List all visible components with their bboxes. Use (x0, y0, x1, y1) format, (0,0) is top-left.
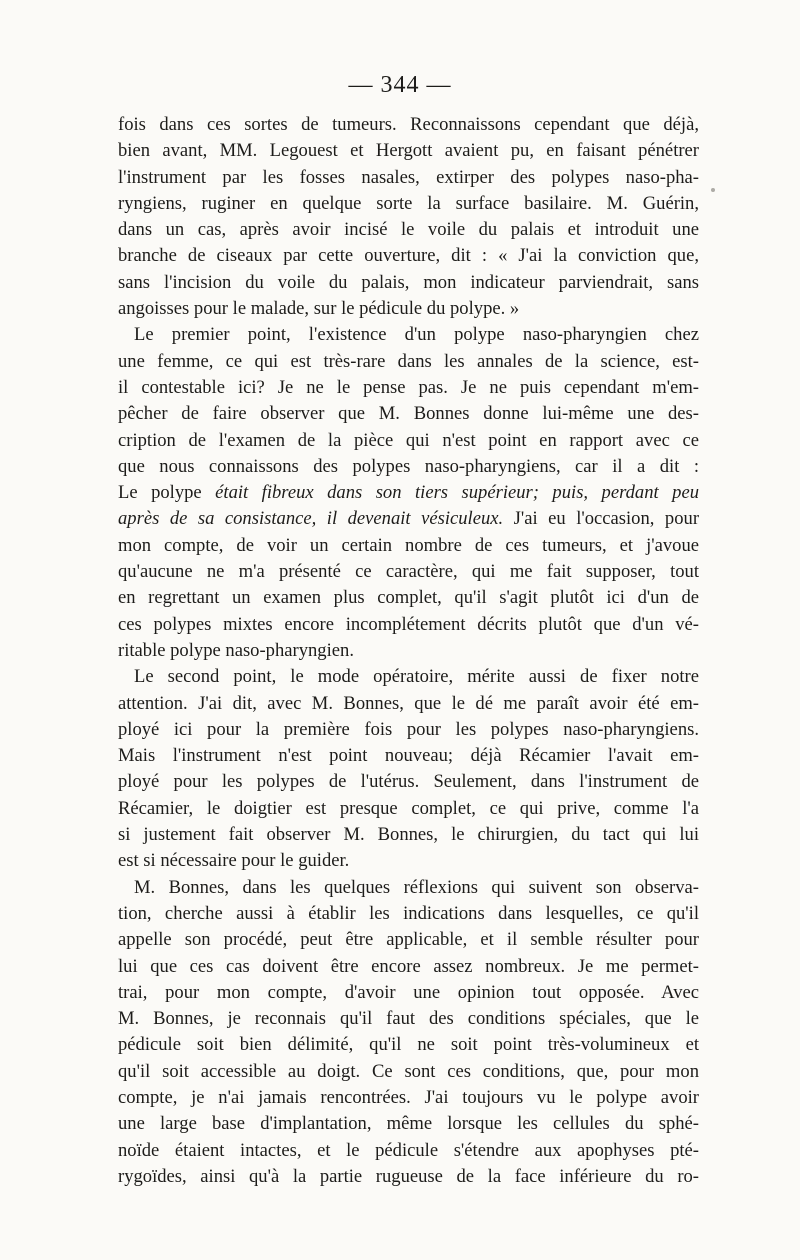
text-line: noïde étaient intactes, et le pédicule s'étendre aux apophyses pté- (118, 1139, 699, 1161)
text-line: mon compte, de voir un certain nombre de ces tumeurs, et j'avoue (118, 534, 699, 556)
text-line: ployé ici pour la première fois pour les polypes naso-pharyngiens. (118, 718, 699, 740)
text-line: qu'il soit accessible au doigt. Ce sont ces conditions, que, pour mon (118, 1060, 699, 1082)
text-line: M. Bonnes, je reconnais qu'il faut des conditions spéciales, que le (118, 1008, 699, 1030)
mixed-text-line (118, 480, 699, 506)
text-line: ryngiens, ruginer en quelque sorte la surface basilaire. M. Guérin, (118, 192, 699, 214)
text-line: attention. J'ai dit, avec M. Bonnes, que le dé me paraît avoir été em- (118, 692, 699, 714)
text-line: une femme, ce qui est très-rare dans les annales de la science, est- (118, 350, 699, 372)
text-line: tion, cherche aussi à établir les indications dans lesquelles, ce qu'il (118, 902, 699, 924)
text-line: dans un cas, après avoir incisé le voile du palais et introduit une (118, 219, 699, 241)
text-line: que nous connaissons des polypes naso-pharyngiens, car il a dit : (118, 455, 699, 477)
text-line: appelle son procédé, peut être applicable, et il semble résulter pour (118, 929, 699, 951)
text-line: qu'aucune ne m'a présenté ce caractère, qui me fait supposer, tout (118, 561, 699, 583)
text-line: il contestable ici? Je ne le pense pas. Je ne puis cependant m'em- (118, 376, 699, 398)
text-line: pédicule soit bien délimité, qu'il ne soit point très-volumineux et (118, 1034, 699, 1056)
text-line: est si nécessaire pour le guider. (118, 850, 350, 872)
mixed-text-line (118, 506, 699, 532)
text-line: pêcher de faire observer que M. Bonnes donne lui-même une des- (118, 403, 699, 425)
body-text (118, 112, 699, 1190)
text-line: trai, pour mon compte, d'avoir une opinion tout opposée. Avec (118, 981, 699, 1003)
line-suffix: J'ai eu l'occasion, pour (503, 508, 699, 530)
text-line: rygoïdes, ainsi qu'à la partie rugueuse de la face inférieure du ro- (118, 1165, 699, 1187)
text-line: si justement fait observer M. Bonnes, le chirurgien, du tact qui lui (118, 824, 699, 846)
text-line: ces polypes mixtes encore incomplétement décrits plutôt que d'un vé- (118, 613, 699, 635)
text-line: M. Bonnes, dans les quelques réflexions qui suivent son observa- (134, 876, 699, 898)
text-line: lui que ces cas doivent être encore assez nombreux. Je me permet- (118, 955, 699, 977)
text-line: une large base d'implantation, même lorsque les cellules du sphé- (118, 1113, 699, 1135)
text-line: fois dans ces sortes de tumeurs. Reconnaissons cependant que déjà, (118, 114, 699, 135)
text-line: ritable polype naso-pharyngien. (118, 639, 354, 661)
text-line: l'instrument par les fosses nasales, extirper des polypes naso-pha- (118, 166, 699, 188)
text-line: bien avant, MM. Legouest et Hergott avaient pu, en faisant pénétrer (118, 140, 699, 162)
text-line: ployé pour les polypes de l'utérus. Seulement, dans l'instrument de (118, 771, 699, 793)
text-line: Récamier, le doigtier est presque complet, ce qui prive, comme l'a (118, 797, 699, 819)
page-number: — 344 — (348, 72, 452, 98)
text-line: sans l'incision du voile du palais, mon indicateur parviendrait, sans (118, 271, 699, 293)
text-line: Mais l'instrument n'est point nouveau; déjà Récamier l'avait em- (118, 745, 699, 767)
text-line: Le second point, le mode opératoire, mérite aussi de fixer notre (134, 666, 699, 688)
text-line: cription de l'examen de la pièce qui n'est point en rapport avec ce (118, 429, 699, 451)
margin-speck (711, 188, 715, 192)
text-line: Le premier point, l'existence d'un polype naso-pharyngien chez (134, 324, 699, 346)
italic-quote: était fibreux dans son tiers supérieur; puis, perdant peu (215, 482, 699, 504)
text-line: angoisses pour le malade, sur le pédicule du polype. » (118, 298, 520, 320)
text-line: branche de ciseaux par cette ouverture, dit : « J'ai la conviction que, (118, 245, 699, 267)
italic-quote: après de sa consistance, il devenait vésiculeux. (118, 508, 504, 530)
text-line: en regrettant un examen plus complet, qu'il s'agit plutôt ici d'un de (118, 587, 699, 609)
line-prefix: Le polype (118, 482, 216, 504)
text-line: compte, je n'ai jamais rencontrées. J'ai toujours vu le polype avoir (118, 1086, 699, 1108)
